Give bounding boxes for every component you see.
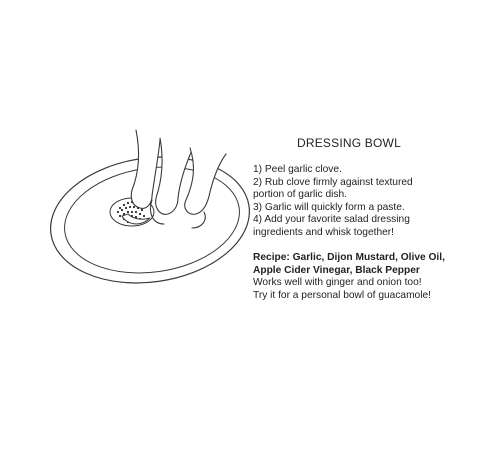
index-finger [131, 130, 160, 208]
recipe-line: Recipe: Garlic, Dijon Mustard, Olive Oil, [253, 252, 445, 264]
step-line: ingredients and whisk together! [253, 226, 395, 238]
step-line: 1) Peel garlic clove. [253, 164, 342, 175]
instructions-panel [253, 136, 475, 303]
tip-line: Try it for a personal bowl of guacamole! [253, 289, 431, 301]
dish-and-hand-drawing [40, 120, 260, 290]
product-title: DRESSING BOWL [297, 136, 401, 150]
tip-line: Works well with ginger and onion too! [253, 277, 422, 289]
instruction-steps [253, 164, 475, 240]
recipe-line: Apple Cider Vinegar, Black Pepper [253, 264, 420, 276]
step-line: 2) Rub clove firmly against textured [253, 176, 413, 188]
step-line: 4) Add your favorite salad dressing [253, 214, 410, 226]
hand-grating-garlic-illustration [40, 120, 260, 290]
recipe-block [253, 252, 475, 302]
hand [131, 130, 226, 228]
step-line: 3) Garlic will quickly form a paste. [253, 201, 405, 213]
step-line: portion of garlic dish. [253, 189, 348, 201]
